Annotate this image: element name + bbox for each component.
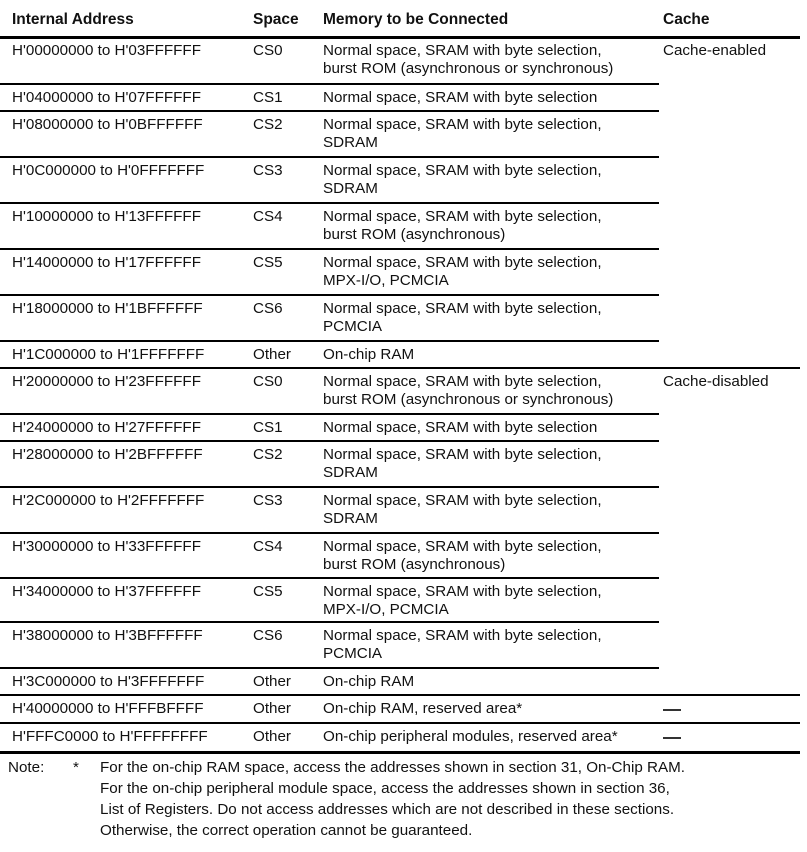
table-row (0, 249, 807, 295)
cell-space: CS2 (253, 116, 283, 133)
cell-memory (323, 700, 522, 718)
cell-cache (663, 700, 681, 718)
em-dash (663, 709, 681, 710)
header-cache: Cache (663, 11, 710, 28)
cell-memory (323, 492, 602, 528)
cell-address: H'10000000 to H'13FFFFFF (12, 208, 201, 225)
cell-address: H'20000000 to H'23FFFFFF (12, 373, 201, 390)
memory-line: PCMCIA (323, 318, 383, 335)
memory-line: Normal space, SRAM with byte selection, (323, 446, 602, 463)
cell-memory (323, 673, 414, 691)
note-label: Note: (8, 759, 45, 776)
memory-line: SDRAM (323, 134, 378, 151)
cell-address: H'1C000000 to H'1FFFFFFF (12, 346, 205, 363)
memory-line: PCMCIA (323, 645, 383, 662)
memory-line: Normal space, SRAM with byte selection, (323, 492, 602, 509)
cell-memory (323, 89, 597, 107)
memory-line: SDRAM (323, 510, 378, 527)
table-row (0, 441, 807, 487)
cell-address: H'00000000 to H'03FFFFFF (12, 42, 201, 59)
memory-line: Normal space, SRAM with byte selection, (323, 373, 602, 390)
note-line: List of Registers. Do not access addresses which are not described in these sections. (100, 801, 675, 818)
cell-cache (663, 728, 681, 746)
memory-line: Normal space, SRAM with byte selection, (323, 162, 602, 179)
note-text (100, 757, 807, 841)
cell-address: H'2C000000 to H'2FFFFFFF (12, 492, 205, 509)
cell-space: CS4 (253, 208, 283, 225)
cell-memory (323, 162, 602, 198)
cell-space: CS0 (253, 42, 283, 59)
table-row (0, 341, 807, 368)
table-row (0, 668, 807, 695)
cell-memory (323, 583, 602, 619)
memory-line: On-chip RAM, reserved area* (323, 700, 523, 717)
cell-address: H'38000000 to H'3BFFFFFF (12, 627, 203, 644)
note-line: Otherwise, the correct operation cannot be guaranteed. (100, 822, 473, 839)
table-row (0, 111, 807, 157)
memory-line: Normal space, SRAM with byte selection, (323, 538, 602, 555)
table-row (0, 203, 807, 249)
memory-line: On-chip peripheral modules, reserved area* (323, 728, 618, 745)
cell-space: Other (253, 346, 291, 363)
table-row (0, 414, 807, 441)
cell-address: H'30000000 to H'33FFFFFF (12, 538, 201, 555)
memory-line: Normal space, SRAM with byte selection, (323, 254, 602, 271)
memory-line: MPX-I/O, PCMCIA (323, 601, 449, 618)
table-row (0, 695, 807, 723)
memory-line: On-chip RAM (323, 346, 415, 363)
cell-memory (323, 42, 613, 78)
memory-line: Normal space, SRAM with byte selection, (323, 116, 602, 133)
table-bottom-rule (0, 751, 800, 754)
table-row (0, 157, 807, 203)
memory-line: On-chip RAM (323, 673, 415, 690)
cell-space: CS1 (253, 419, 283, 436)
table-row (0, 622, 807, 668)
cell-address: H'3C000000 to H'3FFFFFFF (12, 673, 205, 690)
cell-space: CS5 (253, 583, 283, 600)
cell-cache: Cache-enabled (663, 42, 767, 59)
cell-address: H'18000000 to H'1BFFFFFF (12, 300, 203, 317)
cell-memory (323, 208, 602, 244)
em-dash (663, 737, 681, 738)
memory-line: Normal space, SRAM with byte selection, (323, 42, 602, 59)
cell-space: CS3 (253, 492, 283, 509)
cell-cache: Cache-disabled (663, 373, 769, 390)
memory-line: SDRAM (323, 180, 378, 197)
cell-address: H'FFFC0000 to H'FFFFFFFF (12, 728, 208, 745)
memory-line: MPX-I/O, PCMCIA (323, 272, 449, 289)
cell-space: CS5 (253, 254, 283, 271)
cell-memory (323, 446, 602, 482)
cell-memory (323, 254, 602, 290)
memory-line: Normal space, SRAM with byte selection, (323, 627, 602, 644)
table-row (0, 487, 807, 533)
cell-space: CS2 (253, 446, 283, 463)
memory-line: SDRAM (323, 464, 378, 481)
memory-line: burst ROM (asynchronous or synchronous) (323, 60, 614, 77)
memory-line: Normal space, SRAM with byte selection, (323, 583, 602, 600)
cell-address: H'14000000 to H'17FFFFFF (12, 254, 201, 271)
cell-space: Other (253, 673, 291, 690)
cell-space: CS6 (253, 300, 283, 317)
cell-memory (323, 627, 602, 663)
cell-address: H'24000000 to H'27FFFFFF (12, 419, 201, 436)
cell-address: H'08000000 to H'0BFFFFFF (12, 116, 203, 133)
memory-line: Normal space, SRAM with byte selection (323, 419, 598, 436)
cell-space: CS0 (253, 373, 283, 390)
cell-memory (323, 419, 597, 437)
cell-space: Other (253, 700, 291, 717)
cell-memory (323, 538, 602, 574)
memory-line: Normal space, SRAM with byte selection, (323, 300, 602, 317)
table-row (0, 578, 807, 622)
table-row (0, 533, 807, 578)
cell-address: H'28000000 to H'2BFFFFFF (12, 446, 203, 463)
cell-address: H'34000000 to H'37FFFFFF (12, 583, 201, 600)
table-row (0, 368, 807, 414)
cell-memory (323, 728, 618, 746)
table-row (0, 723, 807, 751)
note-line: For the on-chip RAM space, access the addresses shown in section 31, On-Chip RAM. (100, 759, 685, 776)
cell-space: Other (253, 728, 291, 745)
cell-space: CS6 (253, 627, 283, 644)
table-header (0, 0, 807, 35)
memory-line: Normal space, SRAM with byte selection, (323, 208, 602, 225)
table-row (0, 84, 807, 111)
cell-address: H'04000000 to H'07FFFFFF (12, 89, 201, 106)
table-row (0, 295, 807, 341)
cell-address: H'40000000 to H'FFFBFFFF (12, 700, 204, 717)
header-memory: Memory to be Connected (323, 11, 509, 28)
memory-line: burst ROM (asynchronous) (323, 226, 506, 243)
cell-space: CS1 (253, 89, 283, 106)
cell-memory (323, 116, 602, 152)
memory-line: Normal space, SRAM with byte selection (323, 89, 598, 106)
cell-space: CS4 (253, 538, 283, 555)
cell-memory (323, 346, 414, 364)
cell-memory (323, 373, 613, 409)
note-marker: * (73, 759, 79, 776)
cell-memory (323, 300, 602, 336)
note-line: For the on-chip peripheral module space, access the addresses shown in section 36, (100, 780, 670, 797)
table-row (0, 37, 807, 84)
memory-line: burst ROM (asynchronous or synchronous) (323, 391, 614, 408)
header-internal-address: Internal Address (12, 11, 134, 28)
cell-space: CS3 (253, 162, 283, 179)
memory-line: burst ROM (asynchronous) (323, 556, 506, 573)
header-space: Space (253, 11, 299, 28)
cell-address: H'0C000000 to H'0FFFFFFF (12, 162, 205, 179)
